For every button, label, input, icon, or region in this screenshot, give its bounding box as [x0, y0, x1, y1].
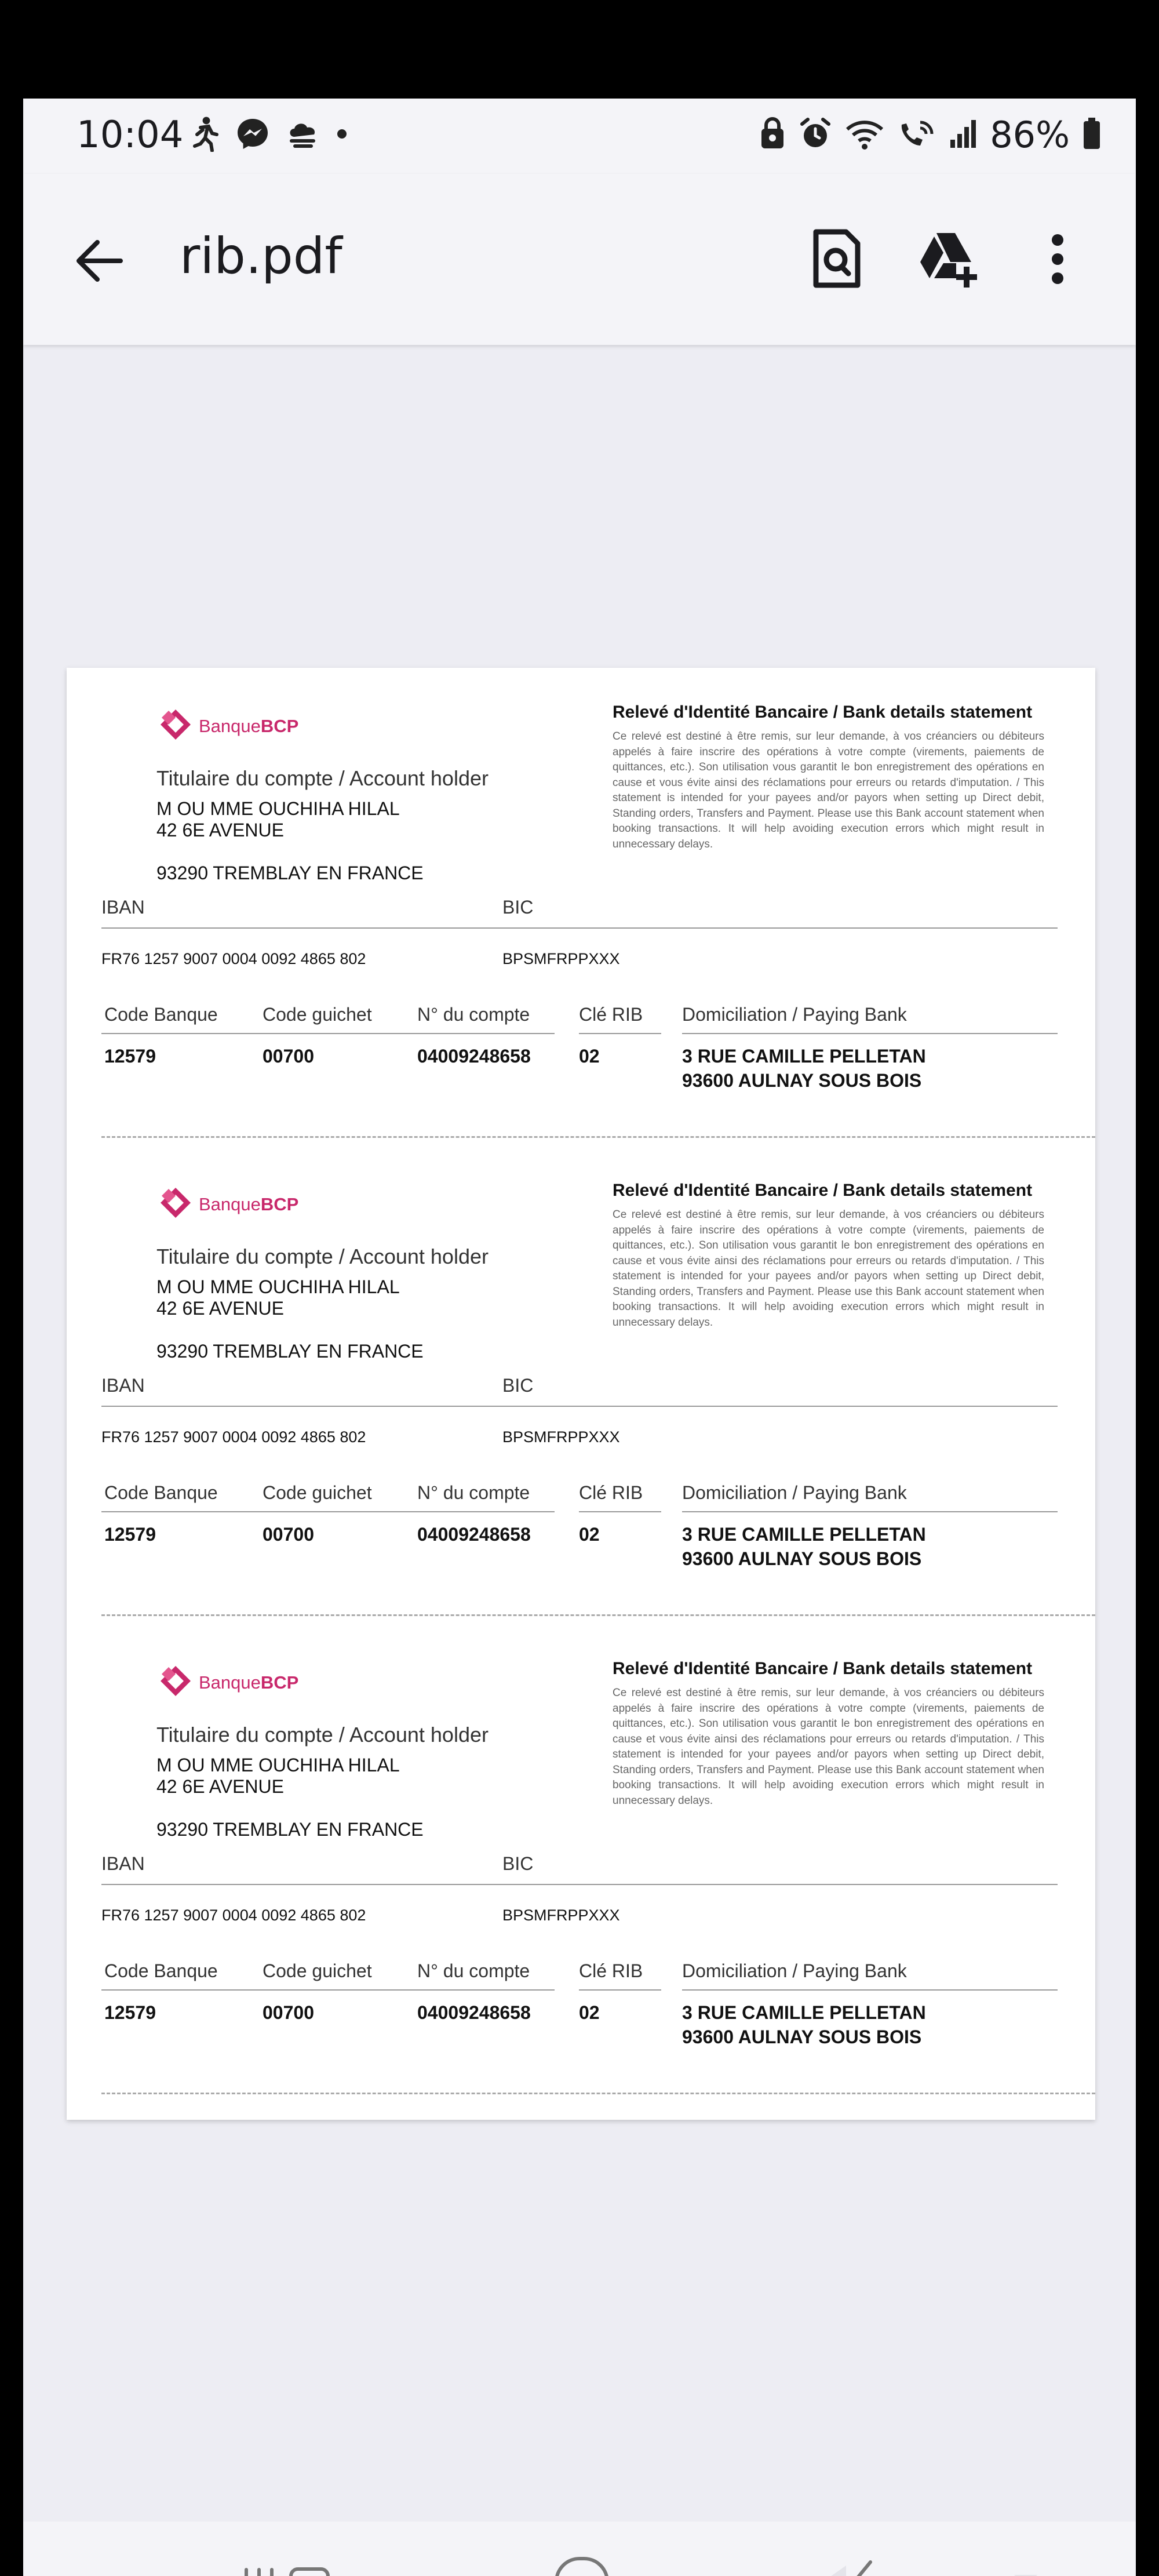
search-document-icon — [804, 282, 868, 293]
bcp-logo-icon — [159, 1665, 192, 1700]
divider — [682, 1989, 1058, 1991]
status-bar — [23, 99, 1136, 174]
code-banque-value: 12579 — [104, 1524, 156, 1545]
cut-line — [101, 1136, 1095, 1138]
account-number-value: 04009248658 — [417, 1524, 531, 1545]
code-banque-value: 12579 — [104, 2002, 156, 2023]
iban-label: IBAN — [101, 1853, 145, 1874]
divider — [101, 1989, 555, 1991]
divider — [579, 1033, 661, 1034]
cloud-icon — [285, 119, 321, 151]
account-holder-label: Titulaire du compte / Account holder — [156, 766, 489, 790]
iban-label: IBAN — [101, 897, 145, 918]
cut-line — [101, 2093, 1095, 2094]
code-guichet-label: Code guichet — [263, 1482, 372, 1503]
logo-prefix: Banque — [199, 1194, 261, 1214]
bank-logo — [159, 1187, 298, 1222]
iban-label: IBAN — [101, 1375, 145, 1396]
divider — [101, 1033, 555, 1034]
back-button[interactable] — [70, 232, 127, 290]
code-banque-label: Code Banque — [104, 1004, 218, 1025]
wifi-icon — [845, 118, 884, 152]
wifi-calling-icon — [897, 118, 936, 152]
logo-prefix: Banque — [199, 1672, 261, 1693]
battery-icon — [1083, 118, 1101, 152]
walking-icon — [190, 116, 220, 154]
status-time: 10:04 — [76, 114, 184, 157]
rib-description: Ce relevé est destiné à être remis, sur leur demande, à vos créanciers ou débiteurs appelés à faire inscrire des opérations à votre compte (virements, paiements de quittances, etc.). Son utilisation vous garantit le bon enregistrement des opérations en cause et vous évite ainsi des réclamations pour erreurs ou retards d'imputation. / This statement is intended for your payees and/or payors when setting up Direct debit, Standing orders, Transfers and Payment. Please use this Bank account statement when booking transactions. It will help avoiding execution errors which might result in unnecessary delays. — [613, 730, 1044, 850]
bic-label: BIC — [502, 1375, 534, 1396]
holder-address-line2: 93290 TREMBLAY EN FRANCE — [156, 863, 424, 883]
app-bar — [23, 174, 1136, 345]
divider — [101, 1511, 555, 1512]
back-nav-button[interactable] — [806, 2545, 881, 2576]
account-number-label: N° du compte — [417, 1482, 530, 1503]
code-guichet-label: Code guichet — [263, 1004, 372, 1025]
cle-rib-value: 02 — [579, 1046, 600, 1067]
cle-rib-label: Clé RIB — [579, 1960, 643, 1981]
logo-brand: BCP — [260, 1194, 299, 1214]
account-holder-label: Titulaire du compte / Account holder — [156, 1245, 489, 1268]
recent-apps-button[interactable] — [238, 2545, 342, 2576]
cle-rib-label: Clé RIB — [579, 1482, 643, 1503]
account-number-label: N° du compte — [417, 1004, 530, 1025]
battery-percent: 86% — [990, 114, 1070, 156]
bic-value: BPSMFRPPXXX — [502, 1428, 620, 1446]
phone-screen — [23, 99, 1136, 2576]
drive-add-icon — [916, 282, 979, 293]
logo-prefix: Banque — [199, 715, 261, 736]
home-button[interactable] — [545, 2545, 620, 2576]
logo-brand: BCP — [260, 1672, 299, 1693]
holder-address-line2: 93290 TREMBLAY EN FRANCE — [156, 1819, 424, 1840]
signal-icon — [949, 119, 977, 151]
divider — [682, 1033, 1058, 1034]
rib-section — [67, 1624, 1095, 2102]
divider — [101, 1884, 1058, 1885]
back-arrow-icon — [70, 281, 127, 292]
account-number-value: 04009248658 — [417, 2002, 531, 2023]
divider — [579, 1511, 661, 1512]
domiciliation-line2: 93600 AULNAY SOUS BOIS — [682, 2026, 922, 2047]
domiciliation-line1: 3 RUE CAMILLE PELLETAN — [682, 1524, 926, 1545]
rib-section — [67, 1146, 1095, 1624]
cle-rib-label: Clé RIB — [579, 1004, 643, 1025]
alarm-icon — [799, 117, 832, 153]
cut-line — [101, 1614, 1095, 1616]
code-banque-value: 12579 — [104, 1046, 156, 1067]
code-guichet-label: Code guichet — [263, 1960, 372, 1981]
domiciliation-label: Domiciliation / Paying Bank — [682, 1960, 907, 1981]
divider — [101, 1406, 1058, 1407]
messenger-icon — [235, 117, 270, 154]
domiciliation-line2: 93600 AULNAY SOUS BOIS — [682, 1548, 922, 1569]
bcp-logo-icon — [159, 708, 192, 744]
iban-value: FR76 1257 9007 0004 0092 4865 802 — [101, 1906, 366, 1924]
account-number-value: 04009248658 — [417, 1046, 531, 1067]
bic-value: BPSMFRPPXXX — [502, 950, 620, 967]
divider — [579, 1989, 661, 1991]
divider — [101, 927, 1058, 929]
account-holder-name: M OU MME OUCHIHA HILAL — [156, 1276, 400, 1297]
cle-rib-value: 02 — [579, 1524, 600, 1545]
holder-address-line1: 42 6E AVENUE — [156, 820, 284, 841]
hide-keyboard-button[interactable] — [1003, 2562, 1049, 2576]
rib-title: Relevé d'Identité Bancaire / Bank details statement — [613, 1659, 1033, 1678]
bank-logo — [159, 708, 298, 744]
domiciliation-line2: 93600 AULNAY SOUS BOIS — [682, 1070, 922, 1091]
pdf-page[interactable] — [67, 668, 1095, 2120]
rib-title: Relevé d'Identité Bancaire / Bank details statement — [613, 1181, 1033, 1200]
holder-address-line2: 93290 TREMBLAY EN FRANCE — [156, 1341, 424, 1362]
iban-value: FR76 1257 9007 0004 0092 4865 802 — [101, 950, 366, 967]
domiciliation-line1: 3 RUE CAMILLE PELLETAN — [682, 2002, 926, 2023]
domiciliation-label: Domiciliation / Paying Bank — [682, 1004, 907, 1025]
account-holder-label: Titulaire du compte / Account holder — [156, 1723, 489, 1747]
code-banque-label: Code Banque — [104, 1482, 218, 1503]
rib-title: Relevé d'Identité Bancaire / Bank details statement — [613, 703, 1033, 722]
add-to-drive-button[interactable] — [916, 227, 979, 291]
bic-label: BIC — [502, 1853, 534, 1874]
bic-value: BPSMFRPPXXX — [502, 1906, 620, 1924]
dot-icon — [336, 128, 348, 142]
code-guichet-value: 00700 — [263, 1524, 314, 1545]
more-vert-icon — [1026, 282, 1089, 293]
domiciliation-line1: 3 RUE CAMILLE PELLETAN — [682, 1046, 926, 1067]
holder-address-line1: 42 6E AVENUE — [156, 1298, 284, 1319]
cle-rib-value: 02 — [579, 2002, 600, 2023]
lock-icon — [759, 117, 786, 153]
iban-value: FR76 1257 9007 0004 0092 4865 802 — [101, 1428, 366, 1446]
logo-brand: BCP — [260, 715, 299, 736]
account-number-label: N° du compte — [417, 1960, 530, 1981]
navigation-bar — [23, 2522, 1136, 2576]
divider — [682, 1511, 1058, 1512]
domiciliation-label: Domiciliation / Paying Bank — [682, 1482, 907, 1503]
rib-section — [67, 668, 1095, 1146]
search-in-document-button[interactable] — [804, 227, 868, 291]
code-guichet-value: 00700 — [263, 1046, 314, 1067]
code-guichet-value: 00700 — [263, 2002, 314, 2023]
rib-description: Ce relevé est destiné à être remis, sur leur demande, à vos créanciers ou débiteurs appelés à faire inscrire des opérations à votre compte (virements, paiements de quittances, etc.). Son utilisation vous garantit le bon enregistrement des opérations en cause et vous évite ainsi des réclamations pour erreurs ou retards d'imputation. / This statement is intended for your payees and/or payors when setting up Direct debit, Standing orders, Transfers and Payment. Please use this Bank account statement when booking transactions. It will help avoiding execution errors which might result in unnecessary delays. — [613, 1209, 1044, 1329]
rib-description: Ce relevé est destiné à être remis, sur leur demande, à vos créanciers ou débiteurs appelés à faire inscrire des opérations à votre compte (virements, paiements de quittances, etc.). Son utilisation vous garantit le bon enregistrement des opérations en cause et vous évite ainsi des réclamations pour erreurs ou retards d'imputation. / This statement is intended for your payees and/or payors when setting up Direct debit, Standing orders, Transfers and Payment. Please use this Bank account statement when booking transactions. It will help avoiding execution errors which might result in unnecessary delays. — [613, 1687, 1044, 1807]
account-holder-name: M OU MME OUCHIHA HILAL — [156, 798, 400, 819]
code-banque-label: Code Banque — [104, 1960, 218, 1981]
file-title: rib.pdf — [180, 227, 342, 285]
account-holder-name: M OU MME OUCHIHA HILAL — [156, 1755, 400, 1775]
more-options-button[interactable] — [1026, 227, 1089, 291]
bic-label: BIC — [502, 897, 534, 918]
bank-logo — [159, 1665, 298, 1700]
holder-address-line1: 42 6E AVENUE — [156, 1776, 284, 1797]
bcp-logo-icon — [159, 1187, 192, 1222]
